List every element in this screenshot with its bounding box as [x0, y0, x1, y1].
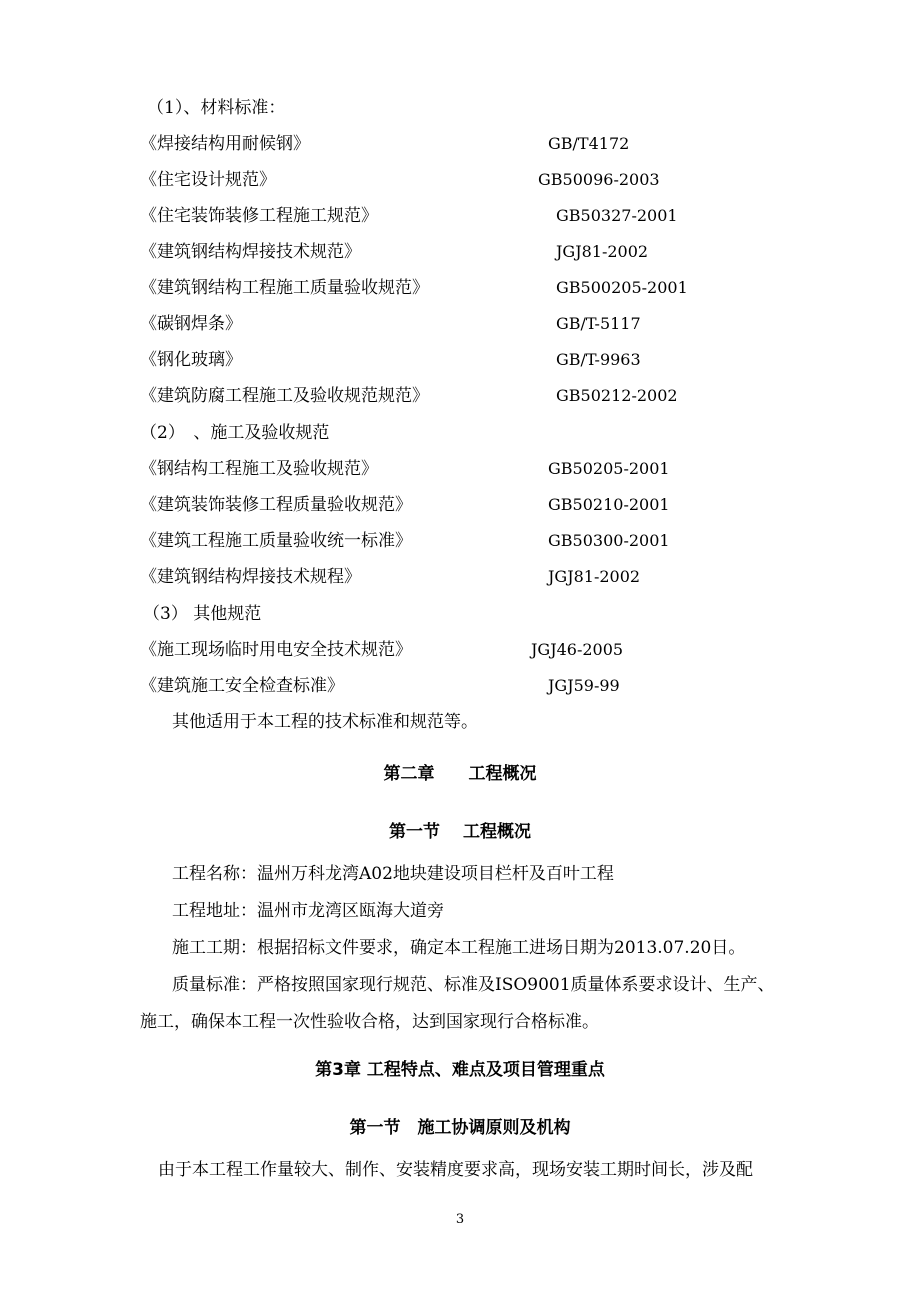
chapter-3-title: 第3章 工程特点、难点及项目管理重点: [315, 1060, 605, 1080]
standard-title: 《建筑防腐工程施工及验收规范规范》: [140, 386, 429, 406]
standard-title: 《建筑钢结构焊接技术规范》: [140, 242, 361, 262]
standard-title: 《建筑施工安全检查标准》: [140, 676, 344, 696]
standard-title: 《建筑工程施工质量验收统一标准》: [140, 531, 412, 551]
standard-code: JGJ59-99: [548, 676, 620, 695]
standard-code: GB/T-5117: [556, 314, 641, 333]
standard-code: JGJ46-2005: [531, 640, 624, 659]
standard-code: GB/T-9963: [556, 350, 641, 369]
acceptance-heading: （2） 、施工及验收规范: [140, 423, 330, 443]
standard-title: 《住宅设计规范》: [140, 170, 276, 190]
project-name: 工程名称：温州万科龙湾A02地块建设项目栏杆及百叶工程: [172, 864, 614, 884]
standard-code: GB50205-2001: [548, 459, 670, 478]
standard-code: GB50327-2001: [556, 206, 678, 225]
quality-standard-line-2: 施工，确保本工程一次性验收合格，达到国家现行合格标准。: [140, 1012, 599, 1032]
standard-title: 《钢结构工程施工及验收规范》: [140, 459, 378, 479]
standard-code: GB50210-2001: [548, 495, 670, 514]
standard-code: GB50096-2003: [538, 170, 660, 189]
other-heading: （3） 其他规范: [143, 604, 262, 624]
chapter-2-section-title: 第一节 工程概况: [389, 822, 531, 842]
standard-code: GB/T4172: [548, 134, 630, 153]
closing-note: 其他适用于本工程的技术标准和规范等。: [172, 712, 478, 732]
standard-title: 《钢化玻璃》: [140, 350, 242, 370]
standard-code: GB50212-2002: [556, 386, 678, 405]
standard-title: 《建筑钢结构焊接技术规程》: [140, 567, 361, 587]
chapter-3-paragraph: 由于本工程工作量较大、制作、安装精度要求高，现场安装工期时间长，涉及配: [158, 1160, 753, 1180]
standard-title: 《住宅装饰装修工程施工规范》: [140, 206, 378, 226]
chapter-2-title: 第二章 工程概况: [383, 764, 537, 784]
chapter-3-section-title: 第一节 施工协调原则及机构: [349, 1118, 571, 1138]
standard-code: JGJ81-2002: [548, 567, 641, 586]
standard-code: JGJ81-2002: [556, 242, 649, 261]
standard-code: GB500205-2001: [556, 278, 688, 297]
standard-code: GB50300-2001: [548, 531, 670, 550]
standard-title: 《施工现场临时用电安全技术规范》: [140, 640, 412, 660]
project-address: 工程地址：温州市龙湾区瓯海大道旁: [172, 901, 444, 921]
standard-title: 《碳钢焊条》: [140, 314, 242, 334]
materials-heading: （1）、材料标准：: [147, 98, 286, 118]
standard-title: 《焊接结构用耐候钢》: [140, 134, 310, 154]
standard-title: 《建筑钢结构工程施工质量验收规范》: [140, 278, 429, 298]
project-schedule: 施工工期：根据招标文件要求，确定本工程施工进场日期为2013.07.20日。: [172, 938, 746, 958]
quality-standard-line-1: 质量标准：严格按照国家现行规范、标准及ISO9001质量体系要求设计、生产、: [172, 975, 775, 995]
standard-title: 《建筑装饰装修工程质量验收规范》: [140, 495, 412, 515]
page-number: 3: [455, 1212, 465, 1227]
